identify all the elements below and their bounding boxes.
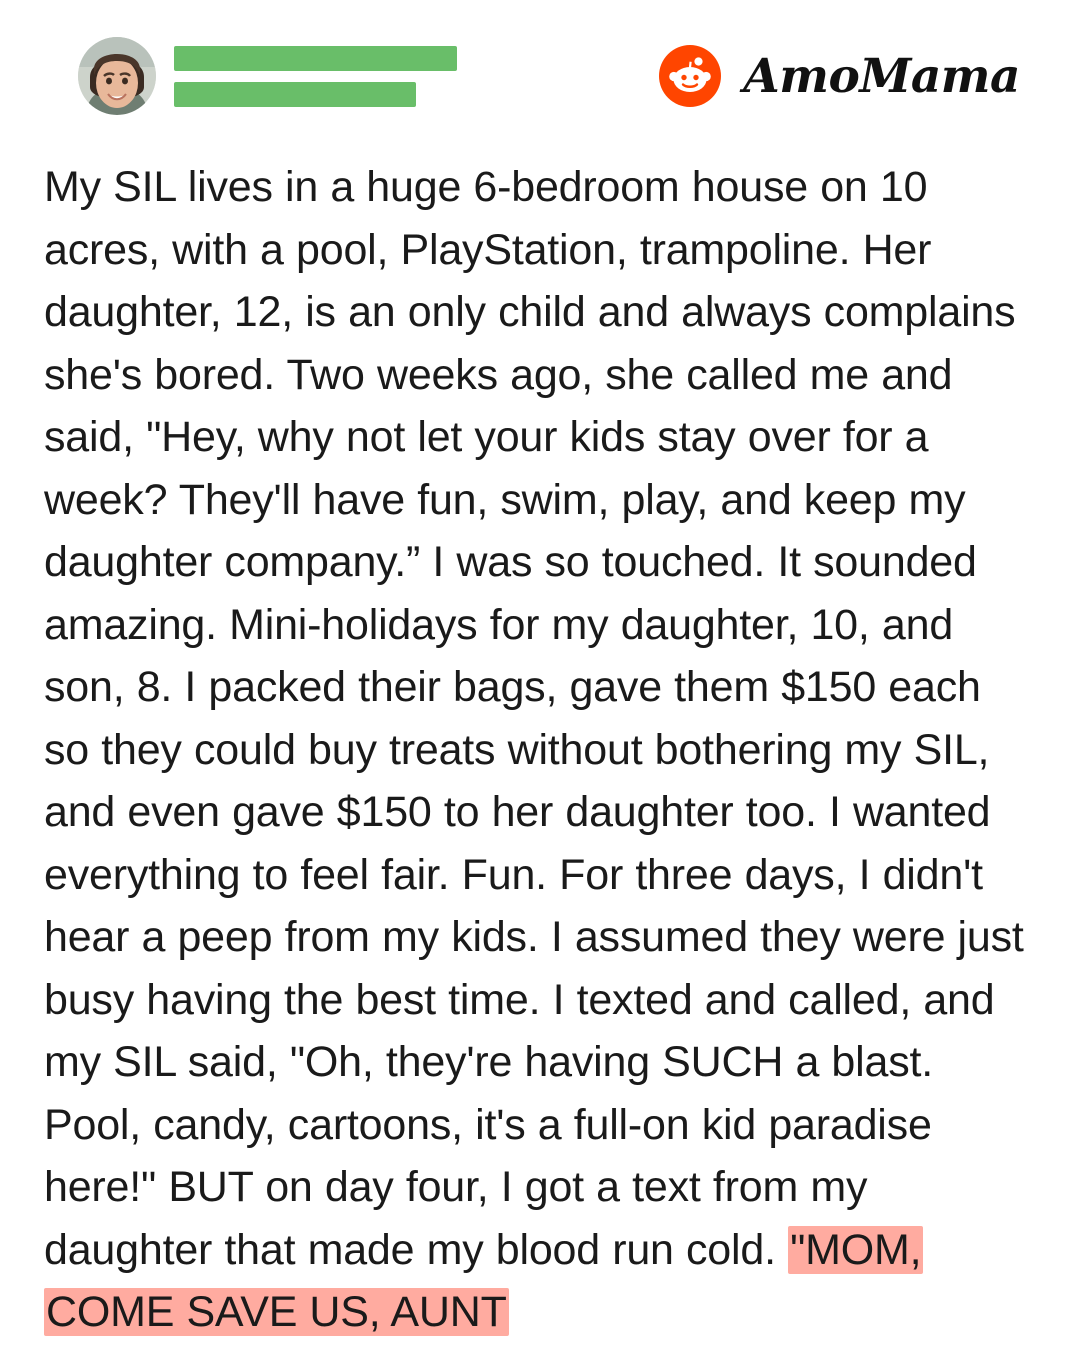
avatar[interactable] (78, 37, 156, 115)
story-body (0, 152, 1080, 1344)
post-header (0, 0, 1080, 152)
redaction-bar-icon (174, 46, 457, 71)
story-highlighted-text: "MOM, COME SAVE US, AUNT (46, 1225, 922, 1336)
amomama-logo-part2: Mama (859, 48, 1020, 104)
story-paragraph (44, 156, 1036, 1344)
amomama-logo (743, 49, 1020, 104)
brand-lockup (659, 45, 1020, 107)
reddit-logo-icon[interactable] (659, 45, 721, 107)
redaction-bar-icon (174, 82, 416, 107)
story-text: My SIL lives in a huge 6-bedroom house on 10 acres, with a pool, PlayStation, trampoline. Her daughter, 12, is an only child and always complains she's bored. Two weeks ago, she called me and said, "Hey, why not let your kids stay over for a week? They'll have fun, swim, play, and keep my daughter company.” I was so touched. It sounded amazing. Mini-holidays for my daughter, 10, and son, 8. I packed their bags, gave them $150 each so they could buy treats without bothering my SIL, and even gave $150 to her daughter too. I wanted everything to feel fair. Fun. For three days, I didn't hear a peep from my kids. I assumed they were just busy having the best time. I texted and called, and my SIL said, "Oh, they're having SUCH a blast. Pool, candy, cartoons, it's a full-on kid paradise here!" BUT on day four, I got a text from my daughter that made my blood run cold. (44, 163, 1024, 1274)
amomama-logo-part1: Amo (743, 48, 860, 104)
redacted-username-block (174, 46, 457, 107)
